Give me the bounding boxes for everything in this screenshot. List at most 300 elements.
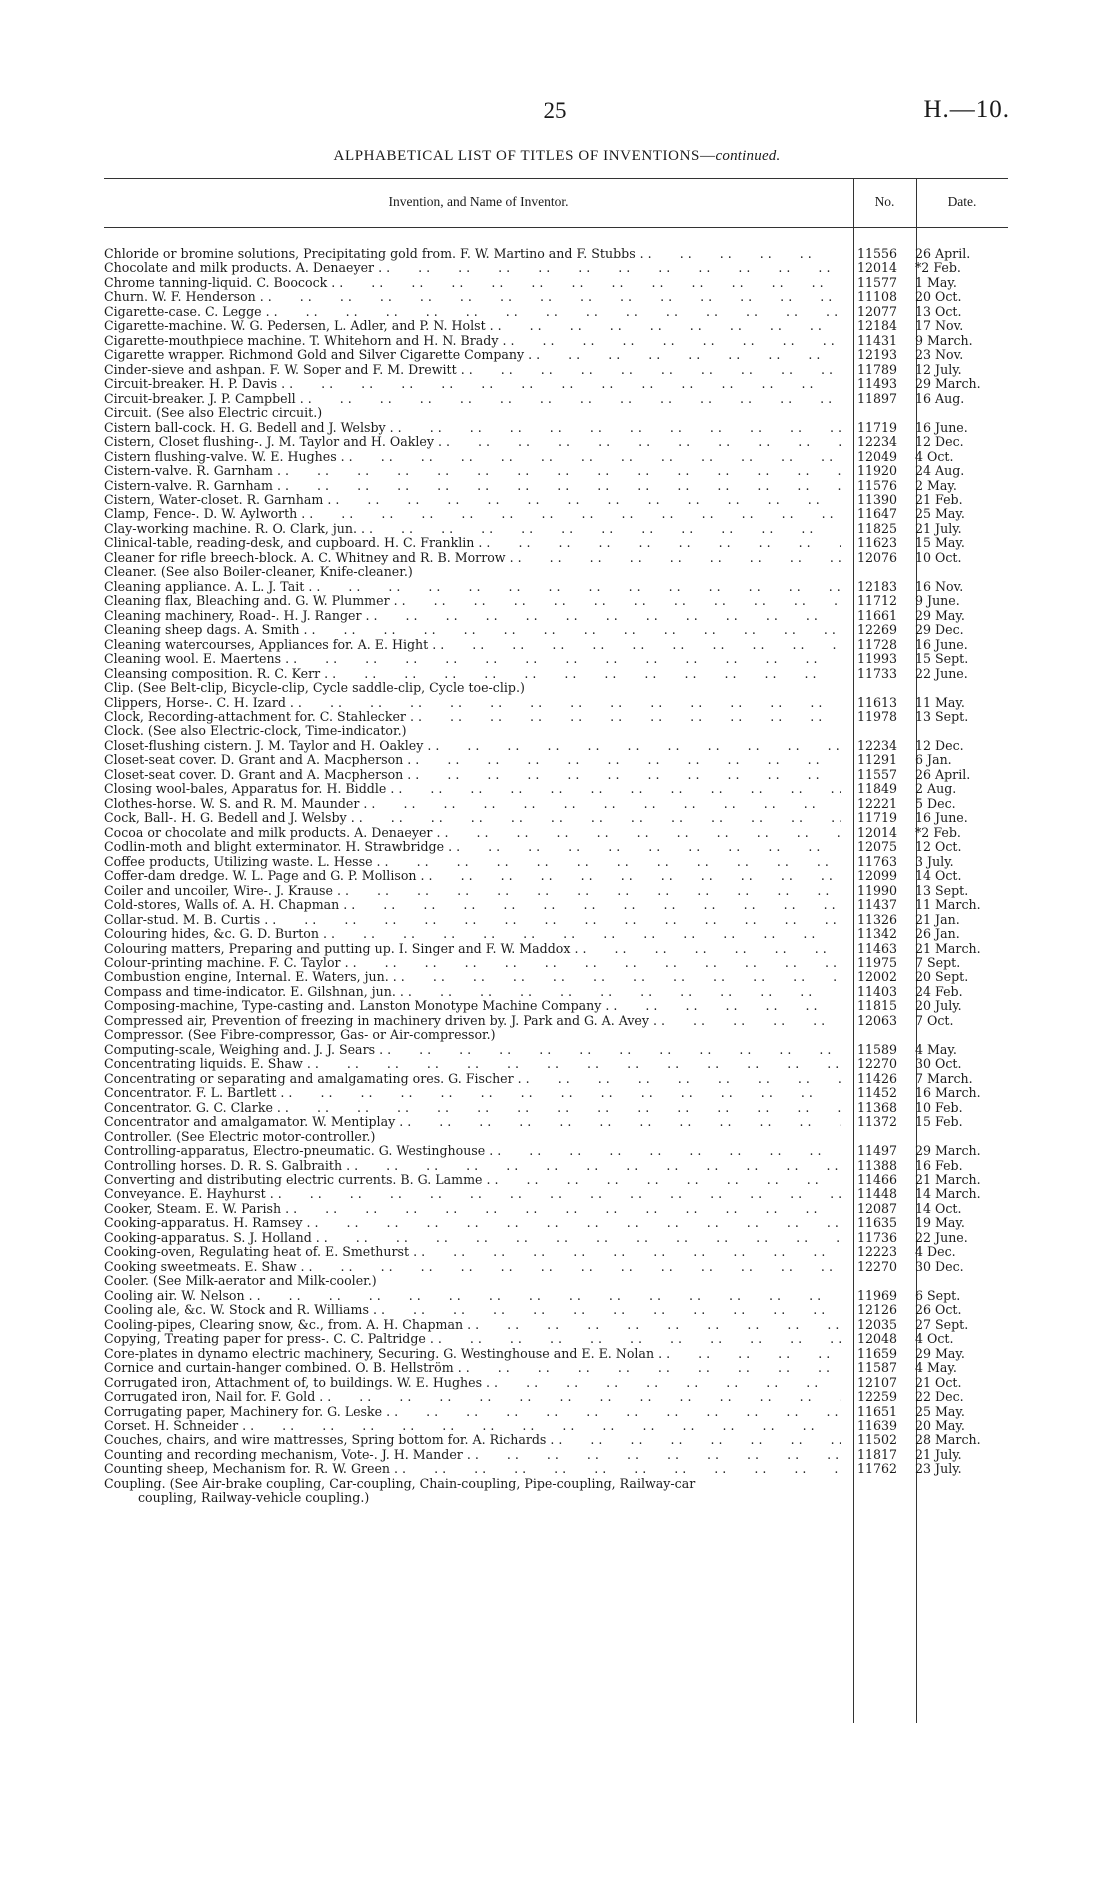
patent-number: 11463 (856, 940, 898, 956)
patent-number: 11556 (856, 246, 898, 261)
patent-number: 12221 (856, 795, 898, 811)
patent-date: 4 May. (915, 1360, 957, 1376)
invention-title: Collar-stud. M. B. Curtis . . (104, 913, 841, 927)
patent-number: 11108 (856, 289, 898, 305)
patent-date: 30 Dec. (915, 1258, 964, 1274)
patent-date: 29 May. (915, 1345, 965, 1361)
list-item (104, 999, 1008, 1013)
list-item (104, 811, 1008, 825)
list-item (104, 1318, 1008, 1332)
list-item (104, 1347, 1008, 1361)
list-item (104, 1390, 1008, 1404)
invention-title: Cleaner. (See also Boiler-cleaner, Knife-cleaner.) (104, 565, 413, 580)
patent-date: 21 March. (915, 940, 981, 956)
list-item (104, 826, 1008, 840)
patent-number: 11388 (856, 1157, 898, 1173)
list-item (104, 1014, 1008, 1028)
patent-number: 11849 (856, 781, 898, 797)
invention-title: Cigarette wrapper. Richmond Gold and Silver Cigarette Company . . (104, 348, 841, 362)
list-item (104, 855, 1008, 869)
invention-title: Cooling air. W. Nelson . . (104, 1289, 841, 1303)
patent-date: 12 Dec. (915, 737, 964, 753)
patent-number: 12063 (856, 1012, 898, 1028)
patent-date: 1 May. (915, 274, 957, 290)
invention-title: Coffer-dam dredge. W. L. Page and G. P. Mollison . . (104, 869, 841, 883)
patent-number: 11647 (856, 506, 898, 522)
patent-date: 27 Sept. (915, 1316, 969, 1332)
list-item (104, 724, 1008, 738)
patent-date: 10 Oct. (915, 549, 962, 565)
invention-title: Concentrating liquids. E. Shaw . . (104, 1057, 841, 1071)
patent-number: 12270 (856, 1056, 898, 1072)
invention-title: Converting and distributing electric currents. B. G. Lamme . . (104, 1173, 841, 1187)
invention-title: Controlling horses. D. R. S. Galbraith . . (104, 1159, 841, 1173)
top-rule (104, 178, 1008, 179)
patent-number: 12075 (856, 839, 898, 855)
patent-number: 11403 (856, 983, 898, 999)
invention-title: Compressed air, Prevention of freezing in machinery driven by. J. Park and G. A. Avey . . (104, 1014, 841, 1028)
patent-number: 11502 (856, 1432, 898, 1448)
inventions-list (104, 247, 1008, 1506)
patent-number: 11728 (856, 636, 898, 652)
patent-number: 12126 (856, 1302, 898, 1318)
patent-number: 12223 (856, 1244, 898, 1260)
patent-date: 17 Nov. (915, 318, 964, 334)
patent-number: 11431 (856, 332, 898, 348)
invention-title: Counting sheep, Mechanism for. R. W. Green . . (104, 1462, 841, 1476)
patent-date: 22 Dec. (915, 1389, 964, 1405)
list-item (104, 1433, 1008, 1447)
patent-date: 29 Dec. (915, 622, 964, 638)
patent-date: 13 Oct. (915, 303, 962, 319)
invention-title: Colouring hides, &c. G. D. Burton . . (104, 927, 841, 941)
invention-title: Cistern flushing-valve. W. E. Hughes . . (104, 450, 841, 464)
patent-date: 7 Sept. (915, 954, 961, 970)
list-item (104, 1448, 1008, 1462)
invention-title: Cistern ball-cock. H. G. Bedell and J. Welsby . . (104, 421, 841, 435)
list-item (104, 739, 1008, 753)
invention-title: Controller. (See Electric motor-controller.) (104, 1129, 376, 1144)
list-item (104, 377, 1008, 391)
patent-date: 20 July. (915, 998, 962, 1014)
invention-title: Chrome tanning-liquid. C. Boocock . . (104, 276, 841, 290)
patent-number: 11733 (856, 665, 898, 681)
invention-title: Concentrating or separating and amalgamating ores. G. Fischer . . (104, 1072, 841, 1086)
patent-date: 21 Feb. (915, 491, 963, 507)
list-item (104, 638, 1008, 652)
patent-number: 11763 (856, 853, 898, 869)
invention-title: Cooking sweetmeats. E. Shaw . . (104, 1260, 841, 1274)
invention-title: Cistern-valve. R. Garnham . . (104, 464, 841, 478)
patent-date: 29 May. (915, 607, 965, 623)
invention-title: Colour-printing machine. F. C. Taylor . . (104, 956, 841, 970)
invention-title: Circuit. (See also Electric circuit.) (104, 406, 323, 421)
heading-continued: continued. (715, 148, 781, 164)
patent-number: 11326 (856, 911, 898, 927)
list-item (104, 406, 1008, 420)
list-item (104, 334, 1008, 348)
patent-date: 23 July. (915, 1461, 962, 1477)
invention-title: Cigarette-case. C. Legge . . (104, 305, 841, 319)
patent-number: 12077 (856, 303, 898, 319)
patent-date: 15 Sept. (915, 651, 969, 667)
invention-title: Cistern, Closet flushing-. J. M. Taylor and H. Oakley . . (104, 435, 841, 449)
patent-date: 4 Oct. (915, 1331, 954, 1347)
invention-title: Concentrator. F. L. Bartlett . . (104, 1086, 841, 1100)
patent-number: 11576 (856, 477, 898, 493)
invention-title: Cinder-sieve and ashpan. F. W. Soper and F. M. Drewitt . . (104, 363, 841, 377)
patent-date: 12 July. (915, 361, 962, 377)
patent-date: 3 July. (915, 853, 954, 869)
list-item (104, 290, 1008, 304)
invention-title: Controlling-apparatus, Electro-pneumatic. G. Westinghouse . . (104, 1144, 841, 1158)
list-item (104, 710, 1008, 724)
patent-date: 6 Sept. (915, 1287, 961, 1303)
patent-date: 15 Feb. (915, 1114, 963, 1130)
invention-title: Clay-working machine. R. O. Clark, jun. . . (104, 522, 841, 536)
patent-date: 11 March. (915, 897, 981, 913)
list-item (104, 782, 1008, 796)
invention-title: Coiler and uncoiler, Wire-. J. Krause . . (104, 884, 841, 898)
list-item (104, 1245, 1008, 1259)
list-item (104, 261, 1008, 275)
list-item (104, 1101, 1008, 1115)
patent-number: 11978 (856, 709, 898, 724)
patent-number: 11719 (856, 419, 898, 435)
invention-title: Cooking-apparatus. S. J. Holland . . (104, 1231, 841, 1245)
invention-title: Clamp, Fence-. D. W. Aylworth . . (104, 507, 841, 521)
patent-date: 14 Oct. (915, 868, 962, 884)
patent-number: 11577 (856, 274, 898, 290)
list-item (104, 1462, 1008, 1476)
invention-title: Coffee products, Utilizing waste. L. Hesse . . (104, 855, 841, 869)
patent-number: 12107 (856, 1374, 898, 1390)
invention-title: Concentrator. G. C. Clarke . . (104, 1101, 841, 1115)
invention-title: Clock. (See also Electric-clock, Time-indicator.) (104, 724, 407, 739)
patent-number: 11613 (856, 694, 898, 710)
list-item (104, 1332, 1008, 1346)
patent-number: 11589 (856, 1041, 898, 1057)
list-item (104, 435, 1008, 449)
invention-title: Cleaning sheep dags. A. Smith . . (104, 623, 841, 637)
list-item (104, 884, 1008, 898)
patent-number: 11920 (856, 463, 898, 479)
patent-number: 12184 (856, 318, 898, 334)
patent-date: 6 Jan. (915, 752, 952, 768)
list-item (104, 696, 1008, 710)
patent-date: 13 Sept. (915, 882, 969, 898)
list-item (104, 1231, 1008, 1245)
invention-title: Couches, chairs, and wire mattresses, Spring bottom for. A. Richards . . (104, 1433, 841, 1447)
invention-title: Cornice and curtain-hanger combined. O. B. Hellström . . (104, 1361, 841, 1375)
patent-number: 11651 (856, 1403, 898, 1419)
patent-date: 9 March. (915, 332, 973, 348)
list-item (104, 1260, 1008, 1274)
patent-number: 11712 (856, 593, 898, 609)
invention-title: Circuit-breaker. J. P. Campbell . . (104, 392, 841, 406)
list-item (104, 247, 1008, 261)
patent-date: 21 July. (915, 1446, 962, 1462)
invention-title: Cleaning flax, Bleaching and. G. W. Plummer . . (104, 594, 841, 608)
patent-date: 21 July. (915, 520, 962, 536)
list-item (104, 942, 1008, 956)
invention-title: Cold-stores, Walls of. A. H. Chapman . . (104, 898, 841, 912)
list-item (104, 421, 1008, 435)
patent-number: 12048 (856, 1331, 898, 1347)
patent-number: 11623 (856, 535, 898, 551)
header-rule (104, 227, 1008, 228)
document-reference: H.—10. (923, 96, 1010, 123)
column-header-no: No. (874, 194, 895, 209)
list-item (104, 1361, 1008, 1375)
list-item (104, 464, 1008, 478)
invention-title: Counting and recording mechanism, Vote-. J. H. Mander . . (104, 1448, 841, 1462)
patent-number: 12259 (856, 1389, 898, 1405)
list-item (104, 1159, 1008, 1173)
invention-title: Clinical-table, reading-desk, and cupboard. H. C. Franklin . . (104, 536, 841, 550)
list-item (104, 1477, 1008, 1491)
list-item (104, 594, 1008, 608)
patent-number: 11969 (856, 1287, 898, 1303)
list-item (104, 1173, 1008, 1187)
patent-number: 12183 (856, 578, 898, 594)
patent-date: 26 Oct. (915, 1302, 962, 1318)
patent-number: 12193 (856, 347, 898, 363)
patent-number: 12234 (856, 434, 898, 450)
patent-number: 12076 (856, 549, 898, 565)
invention-title: Coupling. (See Air-brake coupling, Car-coupling, Chain-coupling, Pipe-coupling, Railway-car (104, 1476, 696, 1491)
invention-title: Core-plates in dynamo electric machinery, Securing. G. Westinghouse and E. E. Nolan . . (104, 1347, 841, 1361)
invention-title: Cooking-oven, Regulating heat of. E. Smethurst . . (104, 1245, 841, 1259)
page-heading (0, 148, 1114, 165)
list-item (104, 1419, 1008, 1433)
list-item (104, 479, 1008, 493)
patent-date: 25 May. (915, 1403, 965, 1419)
patent-date: 2 May. (915, 477, 957, 493)
list-item (104, 1130, 1008, 1144)
patent-number: 11368 (856, 1099, 898, 1115)
list-item (104, 913, 1008, 927)
patent-number: 12099 (856, 868, 898, 884)
list-item (104, 392, 1008, 406)
list-item (104, 1491, 1008, 1505)
patent-date: 4 Dec. (915, 1244, 956, 1260)
list-item (104, 623, 1008, 637)
invention-title: Corrugating paper, Machinery for. G. Leske . . (104, 1405, 841, 1419)
list-item (104, 450, 1008, 464)
patent-number: 11789 (856, 361, 898, 377)
patent-number: 12014 (856, 260, 898, 276)
patent-date: 7 Oct. (915, 1012, 954, 1028)
invention-title: Cleansing composition. R. C. Kerr . . (104, 667, 841, 681)
invention-title: Combustion engine, Internal. E. Waters, jun. . . (104, 970, 841, 984)
list-item (104, 1202, 1008, 1216)
patent-number: 12234 (856, 737, 898, 753)
patent-date: 22 June. (915, 1229, 968, 1245)
invention-title: Cooler. (See Milk-aerator and Milk-cooler.) (104, 1274, 377, 1289)
invention-title: Cleaner for rifle breech-block. A. C. Whitney and R. B. Morrow . . (104, 551, 841, 565)
patent-date: 30 Oct. (915, 1056, 962, 1072)
invention-title: Cistern-valve. R. Garnham . . (104, 479, 841, 493)
patent-date: 2 Aug. (915, 781, 957, 797)
patent-date: 20 Oct. (915, 289, 962, 305)
patent-date: 4 Oct. (915, 448, 954, 464)
invention-title: Copying, Treating paper for press-. C. C. Paltridge . . (104, 1332, 841, 1346)
list-item (104, 1405, 1008, 1419)
list-item (104, 985, 1008, 999)
list-item (104, 970, 1008, 984)
list-item (104, 840, 1008, 854)
list-item (104, 797, 1008, 811)
patent-date: *2 Feb. (915, 260, 961, 276)
list-item (104, 522, 1008, 536)
list-item (104, 1086, 1008, 1100)
patent-number: 11975 (856, 954, 898, 970)
invention-title: Chocolate and milk products. A. Denaeyer . . (104, 261, 841, 275)
list-item (104, 869, 1008, 883)
patent-date: 21 Oct. (915, 1374, 962, 1390)
patent-number: 12269 (856, 622, 898, 638)
list-item (104, 667, 1008, 681)
heading-main: ALPHABETICAL LIST OF TITLES OF INVENTIONS— (333, 148, 716, 164)
invention-title: Chloride or bromine solutions, Precipitating gold from. F. W. Martino and F. Stubbs . . (104, 247, 841, 261)
patent-date: 12 Dec. (915, 434, 964, 450)
patent-number: 12002 (856, 969, 898, 985)
patent-date: 19 May. (915, 1215, 965, 1231)
patent-date: 25 May. (915, 506, 965, 522)
invention-title: Cleaning wool. E. Maertens . . (104, 652, 841, 666)
invention-title: Cocoa or chocolate and milk products. A. Denaeyer . . (104, 826, 841, 840)
patent-date: 29 March. (915, 376, 981, 392)
patent-date: 14 Oct. (915, 1200, 962, 1216)
patent-date: 16 Nov. (915, 578, 964, 594)
invention-title: Cooker, Steam. E. W. Parish . . (104, 1202, 841, 1216)
patent-date: 4 May. (915, 1041, 957, 1057)
patent-date: 23 Nov. (915, 347, 964, 363)
patent-date: 26 April. (915, 766, 971, 782)
invention-title: Circuit-breaker. H. P. Davis . . (104, 377, 841, 391)
patent-number: 11659 (856, 1345, 898, 1361)
invention-title: Corset. H. Schneider . . (104, 1419, 841, 1433)
invention-title: Closet-flushing cistern. J. M. Taylor and H. Oakley . . (104, 739, 841, 753)
list-item (104, 1274, 1008, 1288)
patent-date: 5 Dec. (915, 795, 956, 811)
patent-date: 29 March. (915, 1143, 981, 1159)
list-item (104, 1057, 1008, 1071)
patent-date: 16 Feb. (915, 1157, 963, 1173)
invention-title: Cleaning machinery, Road-. H. J. Ranger . . (104, 609, 841, 623)
list-item (104, 1115, 1008, 1129)
column-header-date: Date. (947, 194, 977, 209)
list-item (104, 276, 1008, 290)
invention-title: Cleaning appliance. A. L. J. Tait . . (104, 580, 841, 594)
patent-date: 16 Aug. (915, 390, 965, 406)
list-item (104, 551, 1008, 565)
list-item (104, 565, 1008, 579)
patent-date: 16 June. (915, 636, 968, 652)
invention-title: Cistern, Water-closet. R. Garnham . . (104, 493, 841, 507)
page-number: 25 (543, 98, 567, 123)
invention-title: Corrugated iron, Nail for. F. Gold . . (104, 1390, 841, 1404)
invention-title: Composing-machine, Type-casting and. Lanston Monotype Machine Company . . (104, 999, 841, 1013)
list-item (104, 1144, 1008, 1158)
invention-title: Closet-seat cover. D. Grant and A. Macpherson . . (104, 768, 841, 782)
invention-title: Closing wool-bales, Apparatus for. H. Biddle . . (104, 782, 841, 796)
invention-title: Concentrator and amalgamator. W. Mentiplay . . (104, 1115, 841, 1129)
invention-title: Closet-seat cover. D. Grant and A. Macpherson . . (104, 753, 841, 767)
patent-number: 11587 (856, 1360, 898, 1376)
patent-number: 12049 (856, 448, 898, 464)
patent-date: 26 April. (915, 246, 971, 261)
patent-number: 11291 (856, 752, 898, 768)
patent-number: 11466 (856, 1172, 898, 1187)
list-item (104, 681, 1008, 695)
patent-date: 9 June. (915, 593, 960, 609)
patent-date: 14 March. (915, 1186, 981, 1202)
column-header-invention: Invention, and Name of Inventor. (388, 194, 569, 209)
list-item (104, 1303, 1008, 1317)
patent-date: 24 Feb. (915, 983, 963, 999)
patent-date: 22 June. (915, 665, 968, 681)
list-item (104, 753, 1008, 767)
patent-date: 16 June. (915, 810, 968, 826)
patent-number: 11497 (856, 1143, 898, 1159)
patent-date: 20 Sept. (915, 969, 969, 985)
list-item (104, 609, 1008, 623)
invention-title: Cooling ale, &c. W. Stock and R. Williams . . (104, 1303, 841, 1317)
list-item (104, 1289, 1008, 1303)
patent-date: 26 Jan. (915, 926, 960, 942)
patent-number: 11897 (856, 390, 898, 406)
patent-number: 12014 (856, 824, 898, 840)
list-item (104, 348, 1008, 362)
patent-number: 11452 (856, 1085, 898, 1101)
patent-date: 21 Jan. (915, 911, 960, 927)
patent-number: 11825 (856, 520, 898, 536)
invention-title: Cock, Ball-. H. G. Bedell and J. Welsby . . (104, 811, 841, 825)
invention-title: Cigarette-mouthpiece machine. T. Whitehorn and H. N. Brady . . (104, 334, 841, 348)
patent-number: 12270 (856, 1258, 898, 1274)
patent-date: 20 May. (915, 1417, 965, 1433)
invention-title: Clippers, Horse-. C. H. Izard . . (104, 696, 841, 710)
invention-title: Clothes-horse. W. S. and R. M. Maunder . . (104, 797, 841, 811)
invention-title: Colouring matters, Preparing and putting up. I. Singer and F. W. Maddox . . (104, 942, 841, 956)
patent-date: 21 March. (915, 1172, 981, 1187)
patent-date: 7 March. (915, 1070, 973, 1086)
list-item (104, 305, 1008, 319)
patent-number: 11815 (856, 998, 898, 1014)
list-item (104, 1376, 1008, 1390)
list-item (104, 652, 1008, 666)
invention-title: Cooling-pipes, Clearing snow, &c., from. A. H. Chapman . . (104, 1318, 841, 1332)
invention-title: Compass and time-indicator. E. Gilshnan, jun. . . (104, 985, 841, 999)
invention-title: Cooking-apparatus. H. Ramsey . . (104, 1216, 841, 1230)
list-item (104, 319, 1008, 333)
list-item (104, 1043, 1008, 1057)
patent-date: 13 Sept. (915, 709, 969, 724)
invention-title: Corrugated iron, Attachment of, to buildings. W. E. Hughes . . (104, 1376, 841, 1390)
list-item (104, 1187, 1008, 1201)
invention-title: Codlin-moth and blight exterminator. H. Strawbridge . . (104, 840, 841, 854)
patent-date: *2 Feb. (915, 824, 961, 840)
invention-title: Cleaning watercourses, Appliances for. A. E. Hight . . (104, 638, 841, 652)
invention-title: Computing-scale, Weighing and. J. J. Sears . . (104, 1043, 841, 1057)
invention-title: Churn. W. F. Henderson . . (104, 290, 841, 304)
list-item (104, 1072, 1008, 1086)
invention-title: Clip. (See Belt-clip, Bicycle-clip, Cycle saddle-clip, Cycle toe-clip.) (104, 681, 525, 696)
patent-date: 10 Feb. (915, 1099, 963, 1115)
patent-number: 11639 (856, 1417, 898, 1433)
